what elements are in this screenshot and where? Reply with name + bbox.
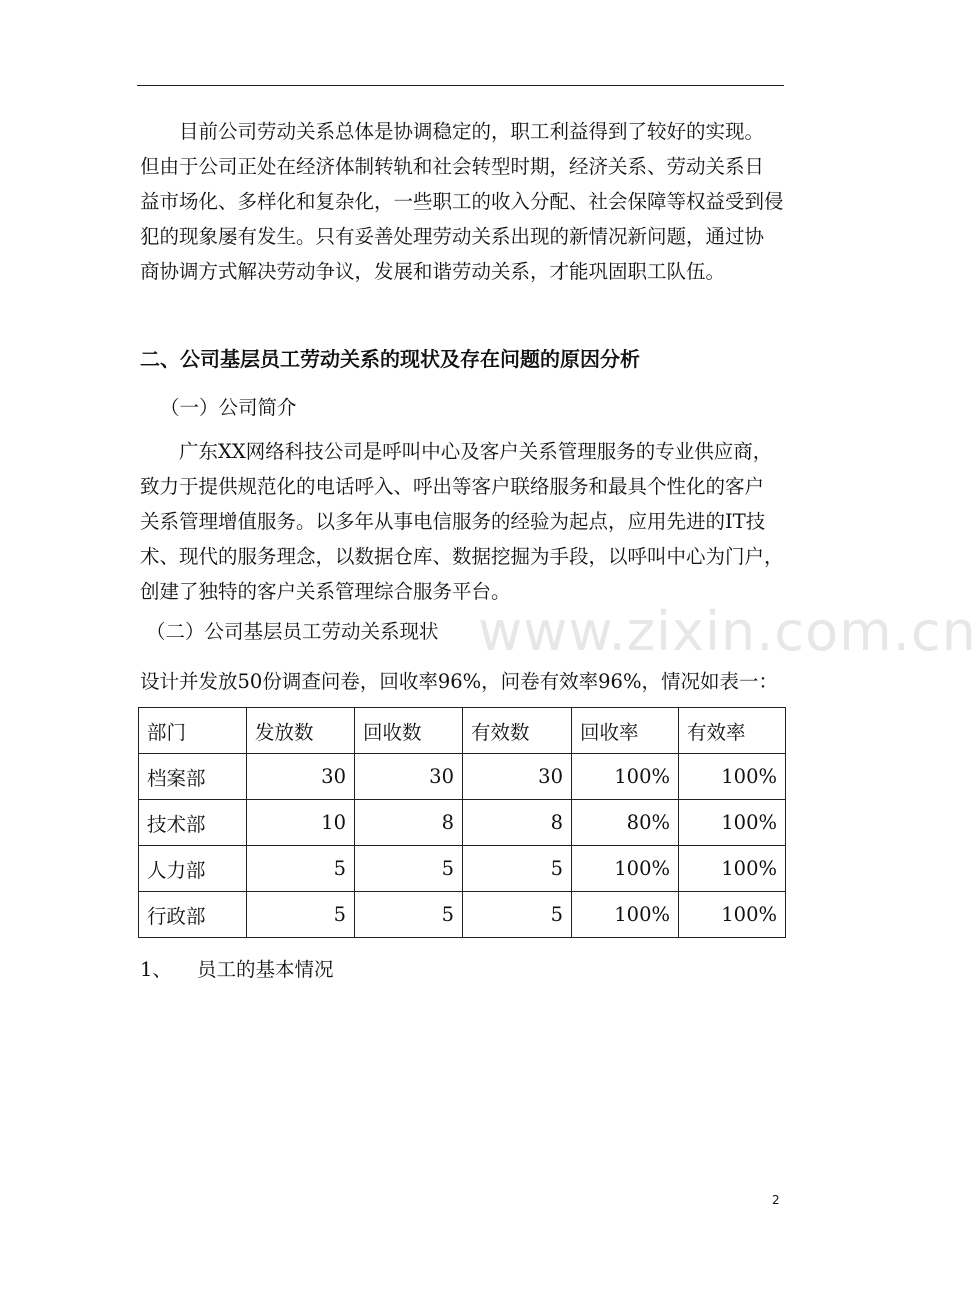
paragraph-line: 但由于公司正处在经济体制转轨和社会转型时期，经济关系、劳动关系日 xyxy=(140,155,765,178)
paragraph-line: 致力于提供规范化的电话呼入、呼出等客户联络服务和最具个性化的客户 xyxy=(140,475,765,498)
table-cell: 5 xyxy=(463,846,572,892)
table-cell: 30 xyxy=(355,754,463,800)
table-cell: 100% xyxy=(679,754,786,800)
table-cell: 30 xyxy=(463,754,572,800)
page-number: 2 xyxy=(772,1193,780,1207)
table-header-cell: 回收率 xyxy=(572,708,679,754)
table-cell: 100% xyxy=(679,892,786,938)
paragraph-line: 商协调方式解决劳动争议，发展和谐劳动关系，才能巩固职工队伍。 xyxy=(140,260,726,283)
subheading-labor-status: （二）公司基层员工劳动关系现状 xyxy=(146,620,439,643)
table-intro: 设计并发放50份调查问卷，回收率96%，问卷有效率96%，情况如表一： xyxy=(140,670,778,693)
table-row xyxy=(139,754,786,800)
header-rule xyxy=(137,85,784,86)
table-cell: 100% xyxy=(679,846,786,892)
paragraph-labor-relations xyxy=(140,114,792,289)
table-cell: 30 xyxy=(247,754,355,800)
survey-table xyxy=(138,707,786,938)
paragraph-line: 犯的现象屡有发生。只有妥善处理劳动关系出现的新情况新问题，通过协 xyxy=(140,225,765,248)
section-heading: 二、公司基层员工劳动关系的现状及存在问题的原因分析 xyxy=(140,347,640,371)
table-row xyxy=(139,892,786,938)
table-cell: 5 xyxy=(463,892,572,938)
table-cell: 人力部 xyxy=(139,846,247,892)
table-header-cell: 回收数 xyxy=(355,708,463,754)
table-cell: 8 xyxy=(463,800,572,846)
paragraph-line: 关系管理增值服务。以多年从事电信服务的经验为起点，应用先进的IT技 xyxy=(140,510,766,533)
subheading-company-intro: （一）公司简介 xyxy=(160,396,297,419)
watermark: www.zixin.com.cn xyxy=(478,600,977,663)
table-cell: 行政部 xyxy=(139,892,247,938)
table-cell: 80% xyxy=(572,800,679,846)
table-row xyxy=(139,846,786,892)
table-cell: 8 xyxy=(355,800,463,846)
table-header-cell: 有效数 xyxy=(463,708,572,754)
table-cell: 5 xyxy=(247,892,355,938)
table-cell: 5 xyxy=(355,892,463,938)
list-item xyxy=(140,954,334,982)
list-item-number: 1、 xyxy=(140,958,172,981)
list-item-text: 员工的基本情况 xyxy=(197,958,334,981)
table-cell: 5 xyxy=(247,846,355,892)
table-row xyxy=(139,800,786,846)
table-header-row xyxy=(139,708,786,754)
table-cell: 技术部 xyxy=(139,800,247,846)
table-header-cell: 部门 xyxy=(139,708,247,754)
table-cell: 100% xyxy=(679,800,786,846)
table-cell: 5 xyxy=(355,846,463,892)
table-cell: 10 xyxy=(247,800,355,846)
paragraph-company-intro xyxy=(140,434,792,609)
paragraph-line: 目前公司劳动关系总体是协调稳定的，职工利益得到了较好的实现。 xyxy=(140,120,765,143)
paragraph-line: 创建了独特的客户关系管理综合服务平台。 xyxy=(140,580,511,603)
table-cell: 100% xyxy=(572,846,679,892)
table-header-cell: 发放数 xyxy=(247,708,355,754)
paragraph-line: 术、现代的服务理念，以数据仓库、数据挖掘为手段，以呼叫中心为门户， xyxy=(140,545,784,568)
table-header-cell: 有效率 xyxy=(679,708,786,754)
paragraph-line: 广东XX网络科技公司是呼叫中心及客户关系管理服务的专业供应商， xyxy=(140,440,773,463)
table-cell: 100% xyxy=(572,754,679,800)
paragraph-line: 益市场化、多样化和复杂化，一些职工的收入分配、社会保障等权益受到侵 xyxy=(140,190,784,213)
table-cell: 档案部 xyxy=(139,754,247,800)
table-cell: 100% xyxy=(572,892,679,938)
